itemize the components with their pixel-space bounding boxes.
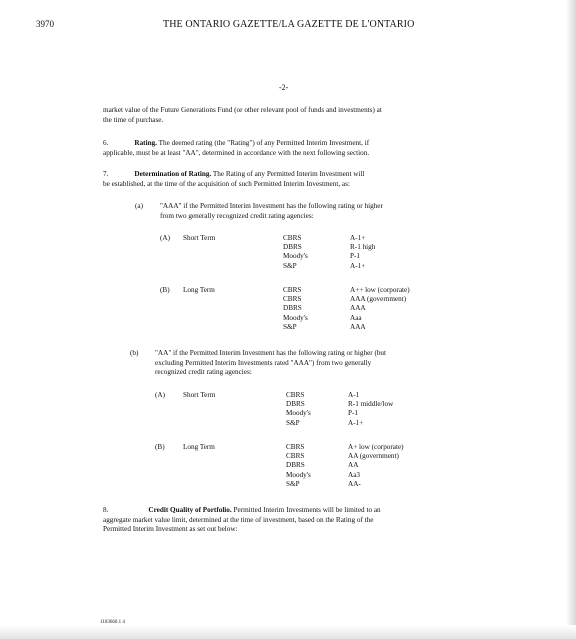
term-label: Long Term (183, 286, 215, 294)
item-a-marker: (a) (135, 202, 143, 210)
rating-table-b-long (155, 443, 475, 493)
term-letter: (A) (160, 234, 170, 242)
section-number: 6. (103, 139, 109, 147)
term-letter: (B) (155, 443, 165, 451)
agency-column: CBRS DBRS Moody's S&P (286, 391, 311, 427)
page-edge-shadow (566, 0, 576, 639)
section-number: 7. (103, 170, 109, 178)
rating-table-a-short (160, 234, 480, 274)
section-heading: Credit Quality of Portfolio. (148, 506, 232, 514)
paragraph-intro: market value of the Future Generations Fund (or other relevant pool of funds and investments) at the time of purchase. (103, 106, 382, 124)
rating-table-b-short (155, 391, 475, 431)
term-letter: (A) (155, 391, 165, 399)
section-number: 8. (103, 506, 109, 514)
item-a-text: "AAA" if the Permitted Interim Investment has the following rating or higher from two generally recognized credit rating agencies: (160, 202, 383, 220)
paragraph-7: 7. Determination of Rating. The Rating of any Permitted Interim Investment will be established, at the time of the acquisition of such Permitted Interim Investment, as: (103, 170, 365, 188)
rating-column: A-1 R-1 middle/low P-1 A-1+ (348, 391, 394, 427)
agency-column: CBRS DBRS Moody's S&P (283, 234, 308, 270)
rating-column: A+ low (corporate) AA (government) AA Aa3 AA- (348, 443, 404, 488)
term-label: Long Term (183, 443, 215, 451)
rating-table-a-long (160, 286, 480, 336)
term-letter: (B) (160, 286, 170, 294)
paragraph-8: 8. Credit Quality of Portfolio. Permitted Interim Investments will be limited to an aggregate market value limit, determined at the time of investment, based on the Rating of the Permitted Interim Investment as set out below: (103, 506, 381, 534)
gazette-title: THE ONTARIO GAZETTE/LA GAZETTE DE L'ONTARIO (163, 19, 415, 30)
page-marker: -2- (279, 83, 289, 92)
agency-column: CBRS CBRS DBRS Moody's S&P (283, 286, 308, 331)
term-label: Short Term (183, 391, 216, 399)
item-b-marker: (b) (130, 349, 139, 357)
rating-column: A-1+ R-1 high P-1 A-1+ (350, 234, 376, 270)
document-code: 1103660.1 4 (100, 620, 125, 625)
page-bottom-shadow (0, 625, 576, 639)
section-heading: Determination of Rating. (134, 170, 212, 178)
gazette-page-number: 3970 (36, 19, 54, 29)
item-b-text: "AA" if the Permitted Interim Investment has the following rating or higher (but excluding Permitted Interim Investments rated "AAA") from two generally recognized credit rating agencies: (155, 349, 387, 377)
term-label: Short Term (183, 234, 216, 242)
agency-column: CBRS CBRS DBRS Moody's S&P (286, 443, 311, 488)
rating-column: A++ low (corporate) AAA (government) AAA Aaa AAA (350, 286, 410, 331)
paragraph-6: 6. Rating. The deemed rating (the "Rating") of any Permitted Interim Investment, if applicable, must be at least "AA", determined in accordance with the next following section. (103, 139, 370, 157)
section-heading: Rating. (134, 139, 157, 147)
